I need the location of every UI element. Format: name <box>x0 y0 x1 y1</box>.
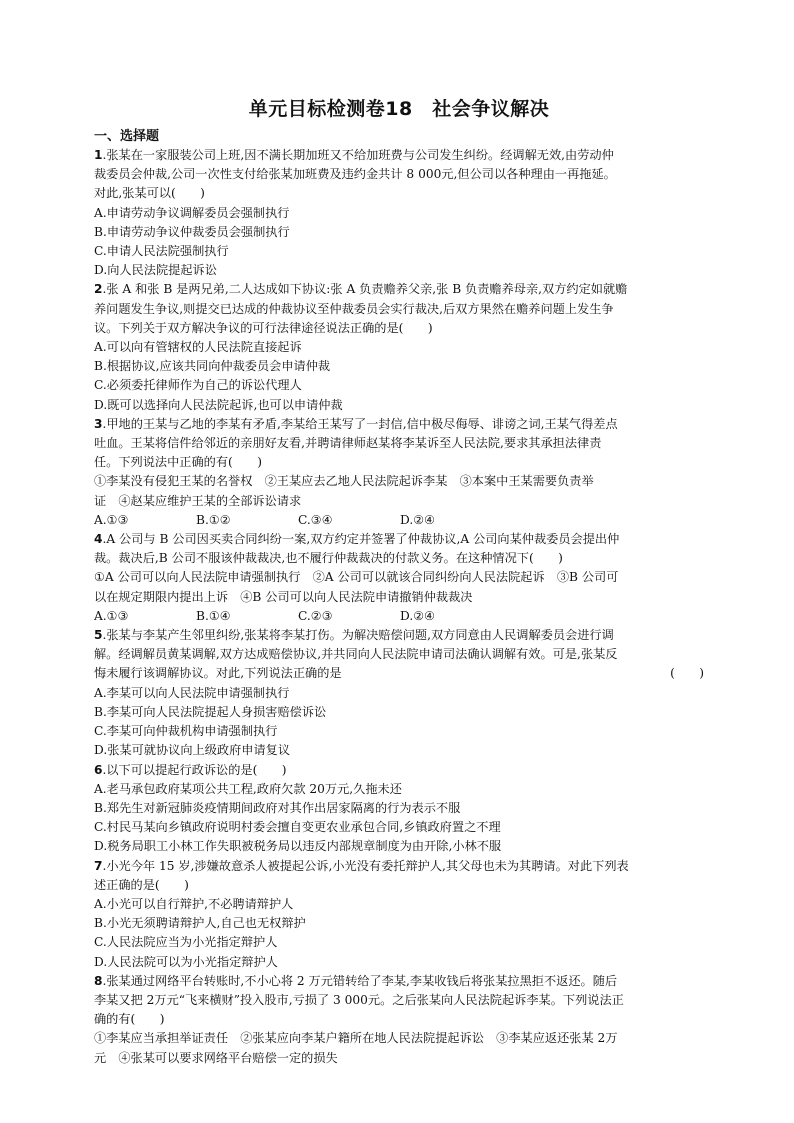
option-c: C.李某可向仲裁机构申请强制执行 <box>94 724 278 739</box>
question-1: 1.张某在一家服装公司上班,因不满长期加班又不给加班费与公司发生纠纷。经调解无效,由劳动仲 裁委员会仲裁,公司一次性支付给张某加班费及违约金共计 8 000元,但公司以各种理由一再拖延。 对此,张某可以( ) A.申请劳动争议调解委员会强制执行 B.申请劳动争议仲裁委员会强制执行 C.申请人民法院强制执行 D.向人民法院提起诉讼 <box>94 146 704 280</box>
option-b: B.①② <box>196 512 231 527</box>
question-text: 养问题发生争议,则提交已达成的仲裁协议至仲裁委员会实行裁决,后双方果然在赡养问题上发生争 <box>94 301 614 316</box>
question-5: 5.张某与李某产生邻里纠纷,张某将李某打伤。为解决赔偿问题,双方同意由人民调解委员会进行调 解。经调解员黄某调解,双方达成赔偿协议,并共同向人民法院申请司法确认调解有效。可是,张某反 悔未履行该调解协议。对此,下列说法正确的是 ( ) A.李某可以向人民法院申请强制执行 B.李某可向人民法院提起人身损害赔偿诉讼 C.李某可向仲裁机构申请强制执行 D.张某可就协议向上级政府申请复议 <box>94 626 704 760</box>
choice-row <box>94 511 704 530</box>
statement-list: ①李某没有侵犯王某的名誉权 ②王某应去乙地人民法院起诉李某 ③本案中王某需要负责举 <box>94 474 594 489</box>
question-text: 张某与李某产生邻里纠纷,张某将李某打伤。为解决赔偿问题,双方同意由人民调解委员会进行调 <box>106 628 614 643</box>
option-d: D.税务局职工小林工作失职被税务局以违反内部规章制度为由开除,小林不服 <box>94 839 502 854</box>
question-number: 8 <box>94 973 103 988</box>
question-text: A 公司与 B 公司因买卖合同纠纷一案,双方约定并签署了仲裁协议,A 公司向某仲裁委员会提出仲 <box>106 532 620 547</box>
option-a: A.老马承包政府某项公共工程,政府欠款 20万元,久拖未还 <box>94 781 402 796</box>
answer-bracket: ( ) <box>670 666 704 681</box>
option-c: C.③④ <box>298 512 333 527</box>
question-text: 解。经调解员黄某调解,双方达成赔偿协议,并共同向人民法院申请司法确认调解有效。可是,张某反 <box>94 647 618 662</box>
statement-list: 元 ④张某可以要求网络平台赔偿一定的损失 <box>94 1050 338 1065</box>
option-a: A.①③ <box>94 608 129 623</box>
statement-list: 以在规定期限内提出上诉 ④B 公司可以向人民法院申请撤销仲裁裁决 <box>94 589 473 604</box>
option-d: D.人民法院可以为小光指定辩护人 <box>94 954 278 969</box>
question-number: 7 <box>94 858 103 873</box>
option-b: B.小光无须聘请辩护人,自己也无权辩护 <box>94 916 306 931</box>
option-b: B.申请劳动争议仲裁委员会强制执行 <box>94 224 290 239</box>
option-a: A.李某可以向人民法院申请强制执行 <box>94 685 290 700</box>
question-7: 7.小光今年 15 岁,涉嫌故意杀人被提起公诉,小光没有委托辩护人,其父母也未为其聘请。对此下列表 述正确的是( ) A.小光可以自行辩护,不必聘请辩护人 B.小光无须聘请辩护人,自己也无权辩护 C.人民法院应当为小光指定辩护人 D.人民法院可以为小光指定辩护人 <box>94 857 704 972</box>
question-text: 裁。裁决后,B 公司不服该仲裁裁决,也不履行仲裁裁决的付款义务。在这种情况下( ) <box>94 551 563 566</box>
question-text: 确的有( ) <box>94 1012 165 1027</box>
option-b: B.根据协议,应该共同向仲裁委员会申请仲裁 <box>94 359 331 374</box>
question-number: 2 <box>94 282 103 297</box>
option-d: D.②④ <box>400 608 436 623</box>
option-d: D.②④ <box>400 512 436 527</box>
question-8: 8.张某通过网络平台转账时,不小心将 2 万元错转给了李某,李某收钱后将张某拉黑拒不返还。随后 李某又把 2万元“飞来横财”投入股市,亏损了 3 000元。之后张某向人民法院起诉李某。下列说法正 确的有( ) ①李某应当承担举证责任 ②张某应向李某户籍所在地人民法院提起诉讼 ③李某应返还张某 2万 元 ④张某可以要求网络平台赔偿一定的损失 <box>94 972 704 1068</box>
question-text: 吐血。王某将信件给邻近的亲朋好友看,并聘请律师赵某将李某诉至人民法院,要求其承担法律责 <box>94 436 602 451</box>
question-number: 5 <box>94 628 103 643</box>
option-c: C.②③ <box>298 608 333 623</box>
option-a: A.①③ <box>94 512 129 527</box>
question-text: 任。下列说法中正确的有( ) <box>94 455 262 470</box>
option-d: D.张某可就协议向上级政府申请复议 <box>94 743 291 758</box>
option-d: D.既可以选择向人民法院起诉,也可以申请仲裁 <box>94 397 343 412</box>
question-text: 悔未履行该调解协议。对此,下列说法正确的是 <box>94 666 342 681</box>
question-text: 甲地的王某与乙地的李某有矛盾,李某给王某写了一封信,信中极尽侮辱、诽谤之词,王某气得差点 <box>106 416 618 431</box>
exam-page <box>94 96 704 1068</box>
option-c: C.村民马某向乡镇政府说明村委会擅自变更农业承包合同,乡镇政府置之不理 <box>94 820 501 835</box>
question-text: 张 A 和张 B 是两兄弟,二人达成如下协议:张 A 负责赡养父亲,张 B 负责赡养母亲,双方约定如就赡 <box>106 282 628 297</box>
question-number: 6 <box>94 762 103 777</box>
question-text: 议。下列关于双方解决争议的可行法律途径说法正确的是( ) <box>94 320 433 335</box>
question-text: 张某在一家服装公司上班,因不满长期加班又不给加班费与公司发生纠纷。经调解无效,由劳动仲 <box>106 148 614 162</box>
question-number: 1 <box>94 148 103 162</box>
question-text: 李某又把 2万元“飞来横财”投入股市,亏损了 3 000元。之后张某向人民法院起诉李某。下列说法正 <box>94 992 624 1007</box>
question-text: 小光今年 15 岁,涉嫌故意杀人被提起公诉,小光没有委托辩护人,其父母也未为其聘请。对此下列表 <box>106 858 629 873</box>
question-text: 裁委员会仲裁,公司一次性支付给张某加班费及违约金共计 8 000元,但公司以各种理由一再拖延。 <box>94 167 616 182</box>
option-c: C.必须委托律师作为自己的诉讼代理人 <box>94 378 302 393</box>
option-c: C.申请人民法院强制执行 <box>94 244 229 259</box>
page-title: 单元目标检测卷18 社会争议解决 <box>248 98 550 120</box>
question-2: 2.张 A 和张 B 是两兄弟,二人达成如下协议:张 A 负责赡养父亲,张 B 负责赡养母亲,双方约定如就赡 养问题发生争议,则提交已达成的仲裁协议至仲裁委员会实行裁决,后双方果然在赡养问题上发生争 议。下列关于双方解决争议的可行法律途径说法正确的是( ) A.可以向有管辖权的人民法院直接起诉 B.根据协议,应该共同向仲裁委员会申请仲裁 C.必须委托律师作为自己的诉讼代理人 D.既可以选择向人民法院起诉,也可以申请仲裁 <box>94 280 704 414</box>
option-d: D.向人民法院提起诉讼 <box>94 263 217 278</box>
choice-row <box>94 607 704 626</box>
question-text: 张某通过网络平台转账时,不小心将 2 万元错转给了李某,李某收钱后将张某拉黑拒不返还。随后 <box>106 973 618 988</box>
question-text: 以下可以提起行政诉讼的是( ) <box>106 762 287 777</box>
question-3: 3.甲地的王某与乙地的李某有矛盾,李某给王某写了一封信,信中极尽侮辱、诽谤之词,王某气得差点 吐血。王某将信件给邻近的亲朋好友看,并聘请律师赵某将李某诉至人民法院,要求其承担法律责 任。下列说法中正确的有( ) ①李某没有侵犯王某的名誉权 ②王某应去乙地人民法院起诉李某 ③本案中王某需要负责举 证 ④赵某应维护王某的全部诉讼请求 A.①③ B.①② C.③④ D.②④ <box>94 415 704 530</box>
option-c: C.人民法院应当为小光指定辩护人 <box>94 935 278 950</box>
statement-list: 证 ④赵某应维护王某的全部诉讼请求 <box>94 493 302 508</box>
option-b: B.郑先生对新冠肺炎疫情期间政府对其作出居家隔离的行为表示不服 <box>94 800 461 815</box>
statement-list: ①李某应当承担举证责任 ②张某应向李某户籍所在地人民法院提起诉讼 ③李某应返还张某 2万 <box>94 1031 618 1046</box>
option-b: B.①④ <box>196 608 231 623</box>
section-heading: 一、选择题 <box>94 129 160 144</box>
option-a: A.可以向有管辖权的人民法院直接起诉 <box>94 340 302 355</box>
question-text: 述正确的是( ) <box>94 877 189 892</box>
question-6: 6.以下可以提起行政诉讼的是( ) A.老马承包政府某项公共工程,政府欠款 20万元,久拖未还 B.郑先生对新冠肺炎疫情期间政府对其作出居家隔离的行为表示不服 C.村民马某向乡镇政府说明村委会擅自变更农业承包合同,乡镇政府置之不理 D.税务局职工小林工作失职被税务局以违反内部规章制度为由开除,小林不服 <box>94 761 704 857</box>
option-b: B.李某可向人民法院提起人身损害赔偿诉讼 <box>94 704 327 719</box>
option-a: A.申请劳动争议调解委员会强制执行 <box>94 205 290 220</box>
question-4: 4.A 公司与 B 公司因买卖合同纠纷一案,双方约定并签署了仲裁协议,A 公司向某仲裁委员会提出仲 裁。裁决后,B 公司不服该仲裁裁决,也不履行仲裁裁决的付款义务。在这种情况下( ) ①A 公司可以向人民法院申请强制执行 ②A 公司可以就该合同纠纷向人民法院起诉 ③B 公司可 以在规定期限内提出上诉 ④B 公司可以向人民法院申请撤销仲裁裁决 A.①③ B.①④ C.②③ D.②④ <box>94 530 704 626</box>
question-number: 3 <box>94 416 103 431</box>
statement-list: ①A 公司可以向人民法院申请强制执行 ②A 公司可以就该合同纠纷向人民法院起诉 ③B 公司可 <box>94 570 619 585</box>
question-number: 4 <box>94 532 103 547</box>
option-a: A.小光可以自行辩护,不必聘请辩护人 <box>94 896 294 911</box>
question-text: 对此,张某可以( ) <box>94 186 205 201</box>
